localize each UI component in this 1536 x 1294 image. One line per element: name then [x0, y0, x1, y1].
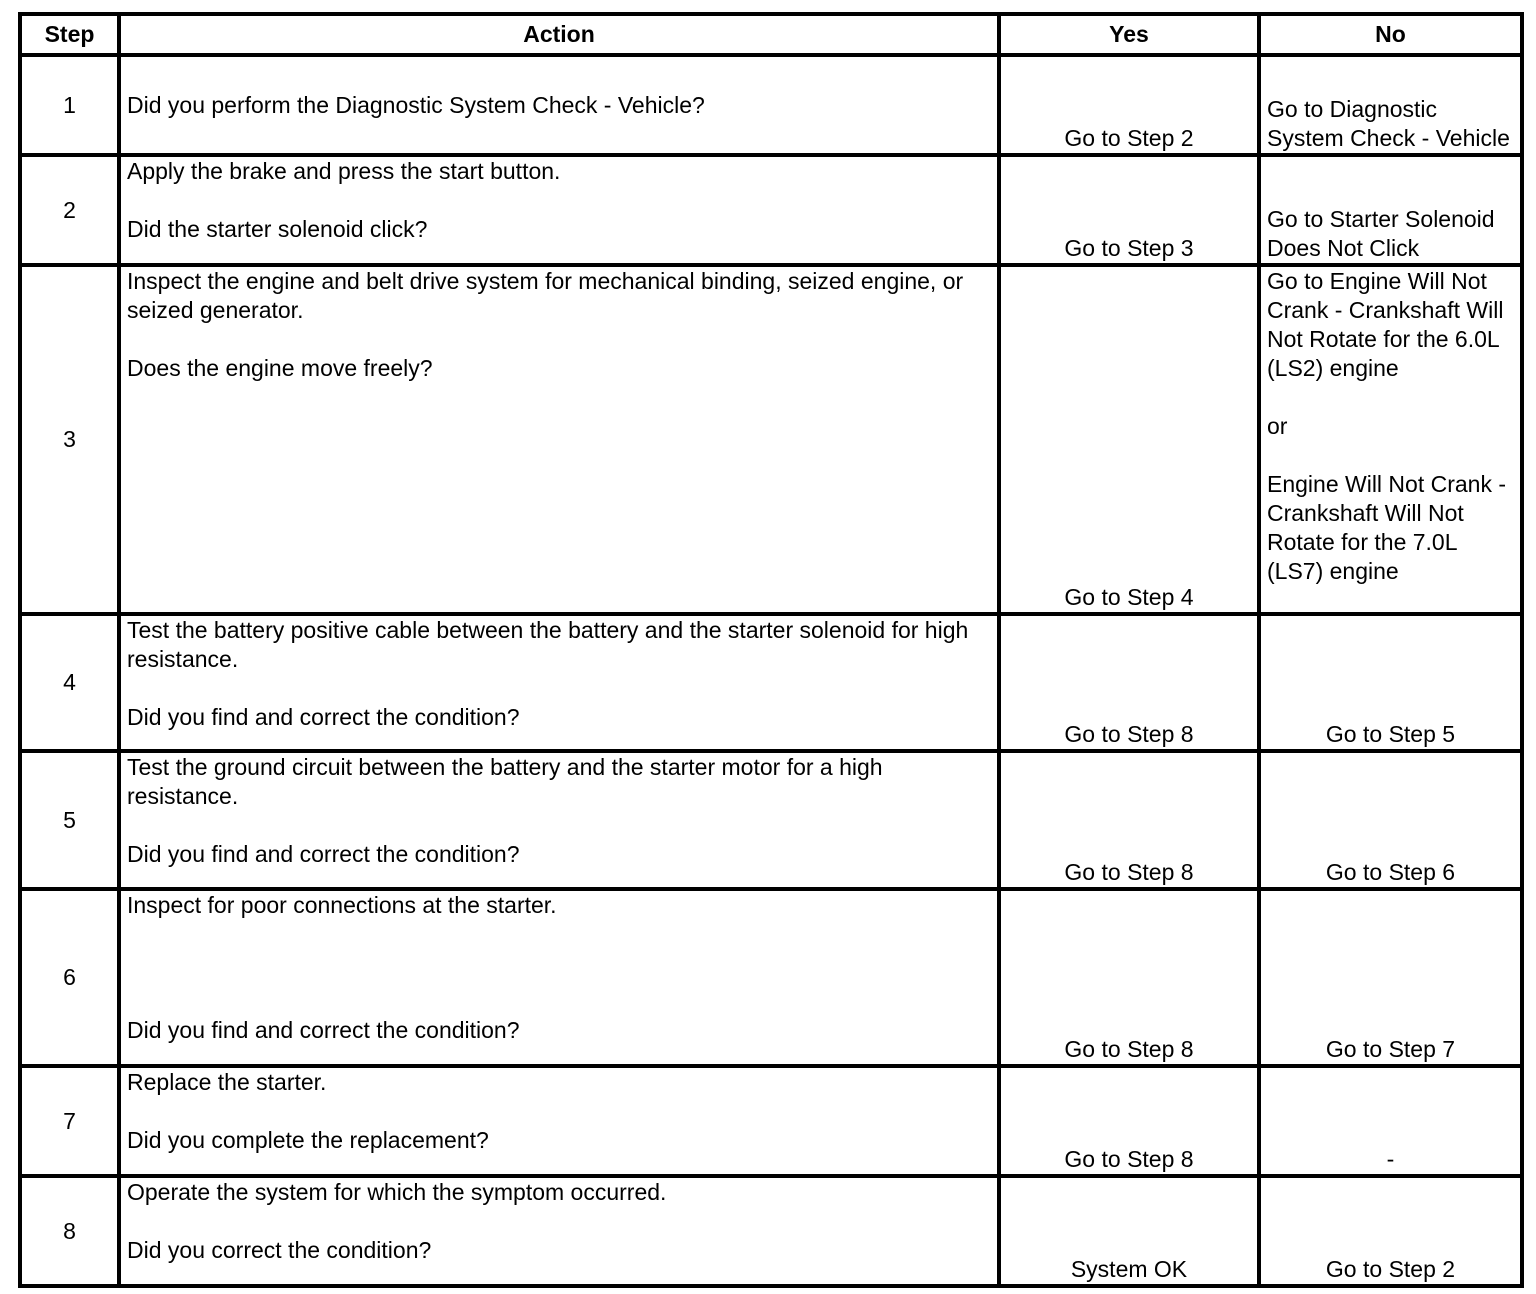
table-row [20, 751, 1522, 889]
step-number: 1 [20, 55, 119, 155]
step-number: 7 [20, 1066, 119, 1176]
action-question: Does the engine move freely? [127, 355, 433, 381]
no-cell: - [1259, 1066, 1522, 1176]
action-instruction: Inspect the engine and belt drive system for mechanical binding, seized engine, or seized generator. [127, 268, 964, 323]
table-row [20, 614, 1522, 751]
no-cell: Go to Step 2 [1259, 1176, 1522, 1286]
step-number: 5 [20, 751, 119, 889]
yes-cell: Go to Step 3 [999, 155, 1259, 265]
action-cell [119, 1176, 999, 1286]
no-option-ls2: Go to Engine Will Not Crank - Crankshaft Will Not Rotate for the 6.0L (LS2) engine [1267, 268, 1504, 381]
step-number: 4 [20, 614, 119, 751]
action-cell [119, 265, 999, 614]
yes-cell: Go to Step 8 [999, 751, 1259, 889]
action-cell [119, 1066, 999, 1176]
yes-cell: System OK [999, 1176, 1259, 1286]
table-row [20, 1176, 1522, 1286]
header-no: No [1259, 14, 1522, 55]
no-cell: Go to Starter Solenoid Does Not Click [1259, 155, 1522, 265]
no-cell: Go to Diagnostic System Check - Vehicle [1259, 55, 1522, 155]
action-question: Did you find and correct the condition? [127, 704, 520, 730]
action-instruction: Apply the brake and press the start button. [127, 158, 561, 184]
action-instruction: Test the ground circuit between the battery and the starter motor for a high resistance. [127, 754, 883, 809]
yes-cell: Go to Step 8 [999, 1066, 1259, 1176]
action-instruction: Inspect for poor connections at the starter. [127, 892, 557, 918]
yes-cell: Go to Step 2 [999, 55, 1259, 155]
header-step: Step [20, 14, 119, 55]
action-cell [119, 614, 999, 751]
action-cell [119, 155, 999, 265]
action-instruction: Test the battery positive cable between the battery and the starter solenoid for high resistance. [127, 617, 969, 672]
yes-cell: Go to Step 4 [999, 265, 1259, 614]
step-number: 8 [20, 1176, 119, 1286]
header-action: Action [119, 14, 999, 55]
no-cell [1259, 265, 1522, 614]
step-number: 3 [20, 265, 119, 614]
action-instruction: Operate the system for which the symptom occurred. [127, 1179, 667, 1205]
action-cell [119, 751, 999, 889]
action-question: Did the starter solenoid click? [127, 216, 428, 242]
action-text: Did you perform the Diagnostic System Check - Vehicle? [127, 91, 705, 118]
action-question: Did you find and correct the condition? [127, 841, 520, 867]
table-row [20, 889, 1522, 1066]
header-yes: Yes [999, 14, 1259, 55]
no-cell: Go to Step 7 [1259, 889, 1522, 1066]
step-number: 6 [20, 889, 119, 1066]
action-question: Did you complete the replacement? [127, 1127, 489, 1153]
action-cell [119, 889, 999, 1066]
no-option-ls7: Engine Will Not Crank - Crankshaft Will Not Rotate for the 7.0L (LS7) engine [1267, 471, 1507, 584]
table-row [20, 1066, 1522, 1176]
table-row [20, 265, 1522, 614]
no-cell: Go to Step 6 [1259, 751, 1522, 889]
yes-cell: Go to Step 8 [999, 614, 1259, 751]
action-question: Did you correct the condition? [127, 1237, 432, 1263]
action-cell [119, 55, 999, 155]
no-cell: Go to Step 5 [1259, 614, 1522, 751]
yes-cell: Go to Step 8 [999, 889, 1259, 1066]
action-instruction: Replace the starter. [127, 1069, 327, 1095]
header-row [20, 14, 1522, 55]
diagnostic-table [18, 12, 1524, 1288]
step-number: 2 [20, 155, 119, 265]
action-question: Did you find and correct the condition? [127, 1017, 520, 1043]
table-row [20, 155, 1522, 265]
no-option-or: or [1267, 413, 1288, 439]
table-row [20, 55, 1522, 155]
